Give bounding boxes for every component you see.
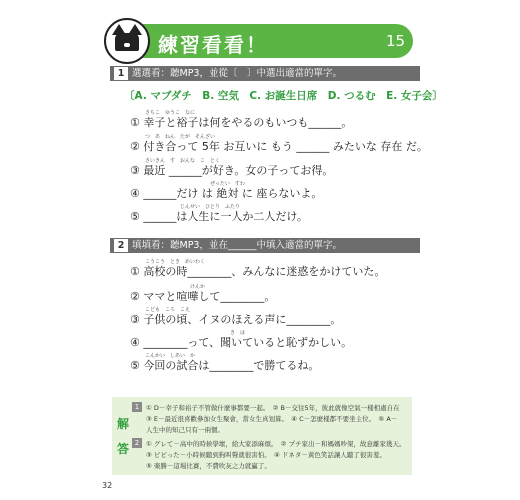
- furigana: こんかい しあい か: [145, 353, 196, 359]
- section-1-instruction: 選選看：聽MP3，並從〔 〕中選出適當的單字。: [132, 68, 342, 79]
- answer-line: ① グレて－高中的時候學壞，給大家添麻煩。 ② プチ家出－和媽媽吵架，故意離家幾天。: [146, 440, 406, 448]
- question-1-2: ② 付き合って 5年 お互いに もう ______ みたいな 存在 だ。: [130, 140, 428, 153]
- furigana: ぜったい すわ: [210, 181, 245, 187]
- answer-section-2-number: 2: [132, 438, 142, 448]
- furigana: けんか: [190, 284, 206, 290]
- question-1-5: ⑤ ______は人生に一人か二人だけ。: [130, 210, 308, 223]
- question-2-2: ② ママと喧嘩して________。: [130, 290, 276, 303]
- section-1-number: 1: [114, 67, 128, 80]
- answer-line: ③ ビビった－小時候聽到狗叫聲就很害怕。 ④ ドネタ－黃色笑話讓人聽了很害羞。: [146, 451, 386, 459]
- furigana: じんせい ひとり ふたり: [180, 204, 241, 210]
- question-2-5: ⑤ 今回の試合は________で勝てるね。: [130, 359, 320, 372]
- question-1-3: ③ 最近 ______が好き。女の子ってお得。: [130, 164, 334, 177]
- exercise-number: 15: [386, 32, 406, 50]
- question-2-1: ① 高校の時________、みんなに迷惑をかけていた。: [130, 265, 386, 278]
- section-2-bar: [110, 238, 420, 253]
- question-1-4: ④ ______だけ は 絶対 に 座らないよ。: [130, 187, 323, 200]
- answer-line: ⑤ 楽勝－這場比賽，不費吹灰之力就贏了。: [146, 462, 271, 470]
- furigana: こうこう とき めいわく: [145, 259, 206, 265]
- furigana: き は: [230, 330, 246, 336]
- exercise-title: 練習看看！: [158, 33, 268, 57]
- furigana: つ あ ねん たが そんざい: [145, 134, 216, 140]
- furigana: さいきん す おんな こ とく: [145, 158, 221, 164]
- answer-line: ③ E－最近很喜歡參加女生聚會，當女生真划算。 ④ C－怎麼樣都不要坐主位。 ⑤ A－: [146, 415, 398, 423]
- furigana: こども ころ こえ: [145, 307, 191, 313]
- page-number: 32: [102, 481, 113, 490]
- cat-mascot-icon: [104, 18, 150, 64]
- section-1-bar: [110, 66, 420, 81]
- answer-label-top: 解: [117, 417, 130, 431]
- answer-section-1-number: 1: [132, 402, 142, 412]
- section-2-instruction: 填填看：聽MP3，並在______中填入適當的單字。: [132, 240, 342, 251]
- question-1-1: ① 幸子と裕子は何をやるのもいつも______。: [130, 116, 353, 129]
- answer-line: 人生中的知己只有一兩個。: [146, 426, 224, 434]
- answer-line: ① D－幸子和裕子不管做什麼事都要一起。 ② B－交往5年，彼此就像空氣一樣相處自在: [146, 404, 400, 412]
- answer-label-bottom: 答: [117, 442, 130, 456]
- furigana: さちこ ゆうこ なに: [145, 110, 196, 116]
- question-2-3: ③ 子供の頃、イヌのほえる声に________。: [130, 313, 342, 326]
- choice-list: 〔A. マブダチ B. 空気 C. お誕生日席 D. つるむ E. 女子会〕: [124, 90, 443, 102]
- section-2-number: 2: [114, 239, 128, 252]
- question-2-4: ④ ________って、聞いていると恥ずかしい。: [130, 336, 353, 349]
